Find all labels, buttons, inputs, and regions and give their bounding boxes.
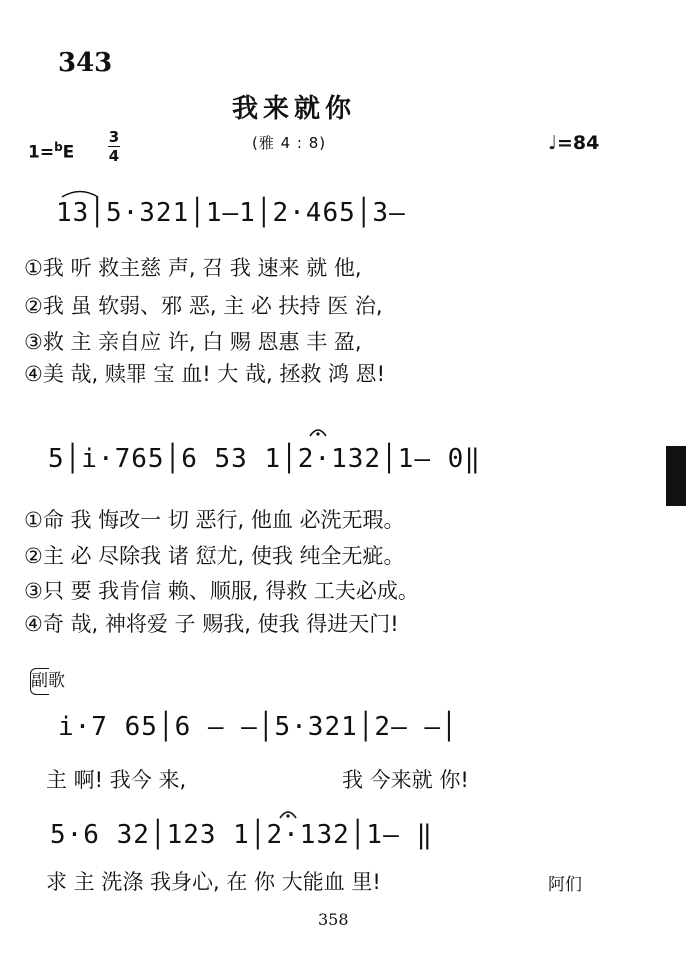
time-top: 3 — [108, 128, 120, 146]
system2-verse-1: ①命 我 悔改一 切 恶行, 他血 必洗无瑕。 — [24, 508, 405, 532]
system1-verse-2: ②我 虽 软弱、邪 恶, 主 必 扶持 医 治, — [24, 294, 383, 318]
chorus-line1-lyrics-b: 我 今来就 你! — [342, 768, 469, 792]
tempo-marking: ♩=84 — [548, 132, 600, 154]
scripture-reference: (雅 4 : 8) — [252, 134, 327, 152]
hymn-number: 343 — [58, 48, 113, 78]
fermata-mark-1 — [308, 424, 328, 438]
key-note: E — [62, 142, 75, 163]
chorus-line2-notes: 5·6 32│123 1│2·132│1– ‖ — [50, 820, 434, 850]
hymn-title: 我来就你 — [232, 94, 357, 124]
system2-verse-4: ④奇 哉, 神将爱 子 赐我, 使我 得进天门! — [24, 612, 399, 636]
amen: 阿们 — [548, 875, 582, 895]
key-signature — [28, 140, 74, 163]
system1-verse-4: ④美 哉, 赎罪 宝 血! 大 哉, 拯救 鸿 恩! — [24, 362, 386, 386]
page-number: 358 — [318, 910, 349, 929]
page-edge-tab — [666, 446, 686, 506]
time-signature — [108, 128, 120, 165]
time-bottom: 4 — [108, 147, 120, 165]
chorus-label: 副歌 — [30, 668, 49, 695]
slur-mark — [60, 186, 100, 198]
fermata-mark-2 — [278, 806, 298, 820]
chorus-line1-lyrics-a: 主 啊! 我今 来, — [46, 768, 187, 792]
system2-notes: 5│i·765│6 53 1│2·132│1– 0‖ — [48, 444, 481, 474]
system1-verse-3: ③救 主 亲自应 许, 白 赐 恩惠 丰 盈, — [24, 330, 362, 354]
key-prefix: 1= — [28, 142, 55, 163]
chorus-line2-lyrics: 求 主 洗涤 我身心, 在 你 大能血 里! — [46, 870, 381, 894]
chorus-line1-notes: i·7 65│6 – –│5·321│2– –│ — [58, 712, 458, 742]
system2-verse-3: ③只 要 我肯信 赖、顺服, 得救 工夫必成。 — [24, 579, 419, 603]
key-flat: b — [54, 140, 63, 154]
system2-verse-2: ②主 必 尽除我 诸 愆尤, 使我 纯全无疵。 — [24, 544, 405, 568]
system1-notes: 13│5·321│1–1│2·465│3– — [56, 198, 406, 228]
system1-verse-1: ①我 听 救主慈 声, 召 我 速来 就 他, — [24, 256, 362, 280]
